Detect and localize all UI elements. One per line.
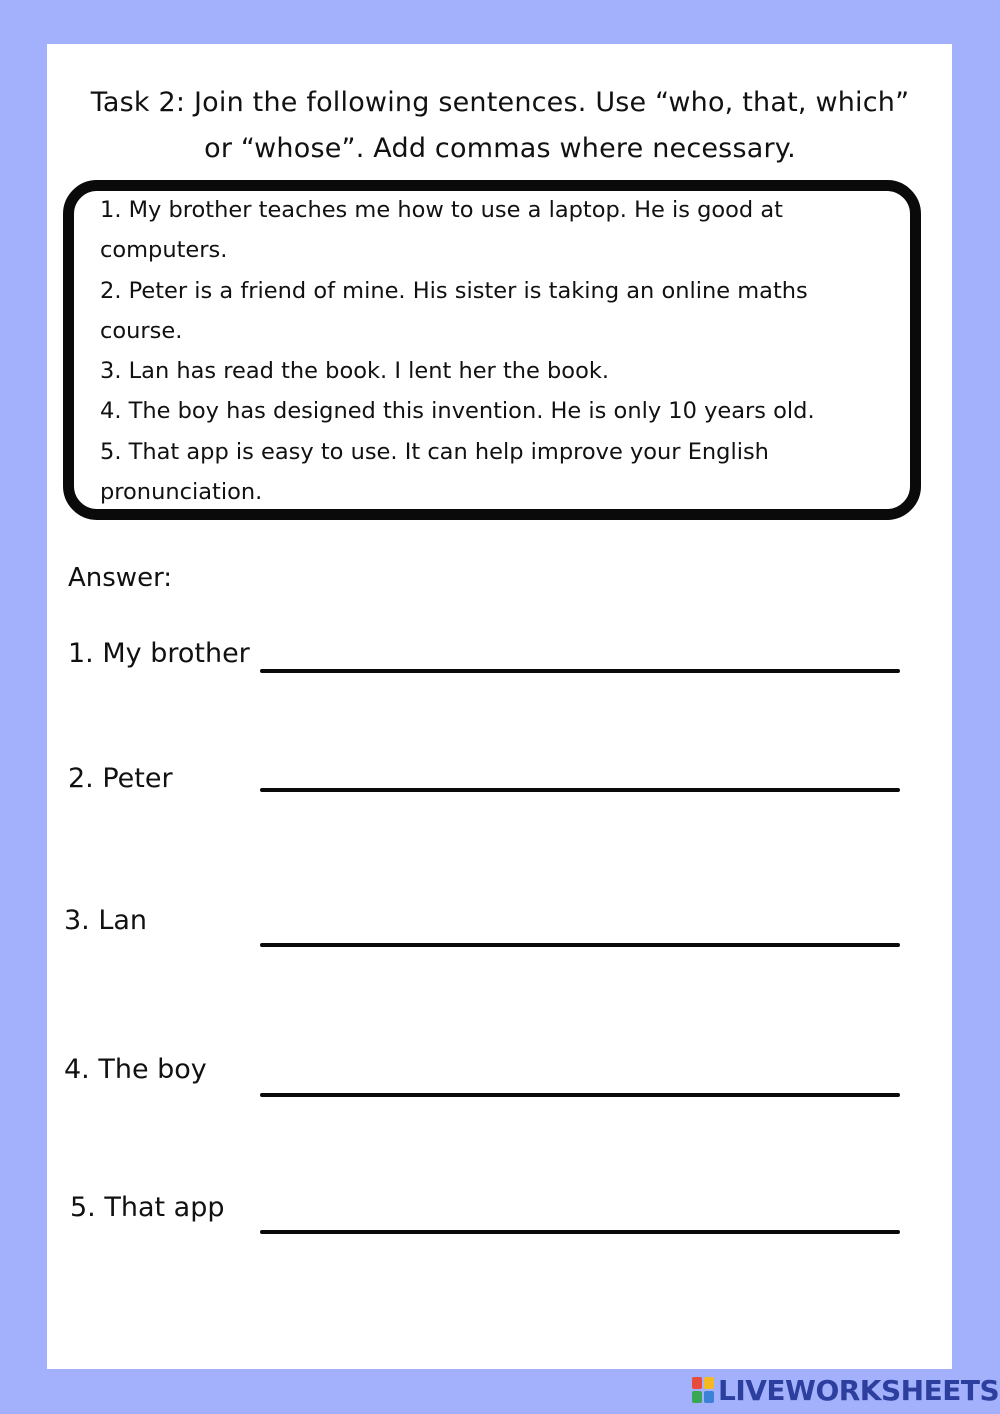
answer-row-5 xyxy=(0,1186,1000,1246)
answer-label: 4. The boy xyxy=(64,1054,207,1085)
answer-row-3 xyxy=(0,899,1000,959)
answer-row-4 xyxy=(0,1048,1000,1108)
task-title-line-1: Task 2: Join the following sentences. Use “who, that, which” xyxy=(90,87,910,118)
answer-row-1 xyxy=(0,632,1000,692)
answer-line-5[interactable] xyxy=(260,1230,900,1234)
sentence-line: pronunciation. xyxy=(100,479,263,506)
logo-cell xyxy=(704,1391,714,1403)
answer-heading: Answer: xyxy=(68,563,173,593)
sentence-line: 2. Peter is a friend of mine. His sister is taking an online maths xyxy=(100,277,808,304)
sentence-line: 3. Lan has read the book. I lent her the book. xyxy=(100,358,610,385)
answer-line-3[interactable] xyxy=(260,943,900,947)
sentence-line: 1. My brother teaches me how to use a laptop. He is good at xyxy=(100,197,783,223)
sentence-line: 4. The boy has designed this invention. He is only 10 years old. xyxy=(100,398,815,425)
brand-name: LIVEWORKSHEETS xyxy=(718,1373,1000,1407)
logo-cell xyxy=(704,1377,714,1389)
task-title-line-2: or “whose”. Add commas where necessary. xyxy=(204,133,796,164)
answer-line-1[interactable] xyxy=(260,669,900,673)
answer-label: 1. My brother xyxy=(68,638,250,669)
sentence-line: computers. xyxy=(100,237,228,264)
answer-label: 5. That app xyxy=(70,1192,225,1223)
answer-label: 3. Lan xyxy=(64,905,148,936)
liveworksheets-logo-icon xyxy=(692,1377,714,1403)
sentence-line: course. xyxy=(100,317,183,344)
task-instructions xyxy=(60,80,940,172)
sentence-line: 5. That app is easy to use. It can help improve your English xyxy=(100,438,769,465)
answer-row-2 xyxy=(0,757,1000,817)
answer-line-2[interactable] xyxy=(260,788,900,792)
logo-cell xyxy=(692,1377,702,1389)
logo-cell xyxy=(692,1391,702,1403)
answer-label: 2. Peter xyxy=(68,763,173,794)
answer-line-4[interactable] xyxy=(260,1093,900,1097)
sentence-list xyxy=(100,190,910,512)
liveworksheets-brand xyxy=(692,1373,999,1407)
